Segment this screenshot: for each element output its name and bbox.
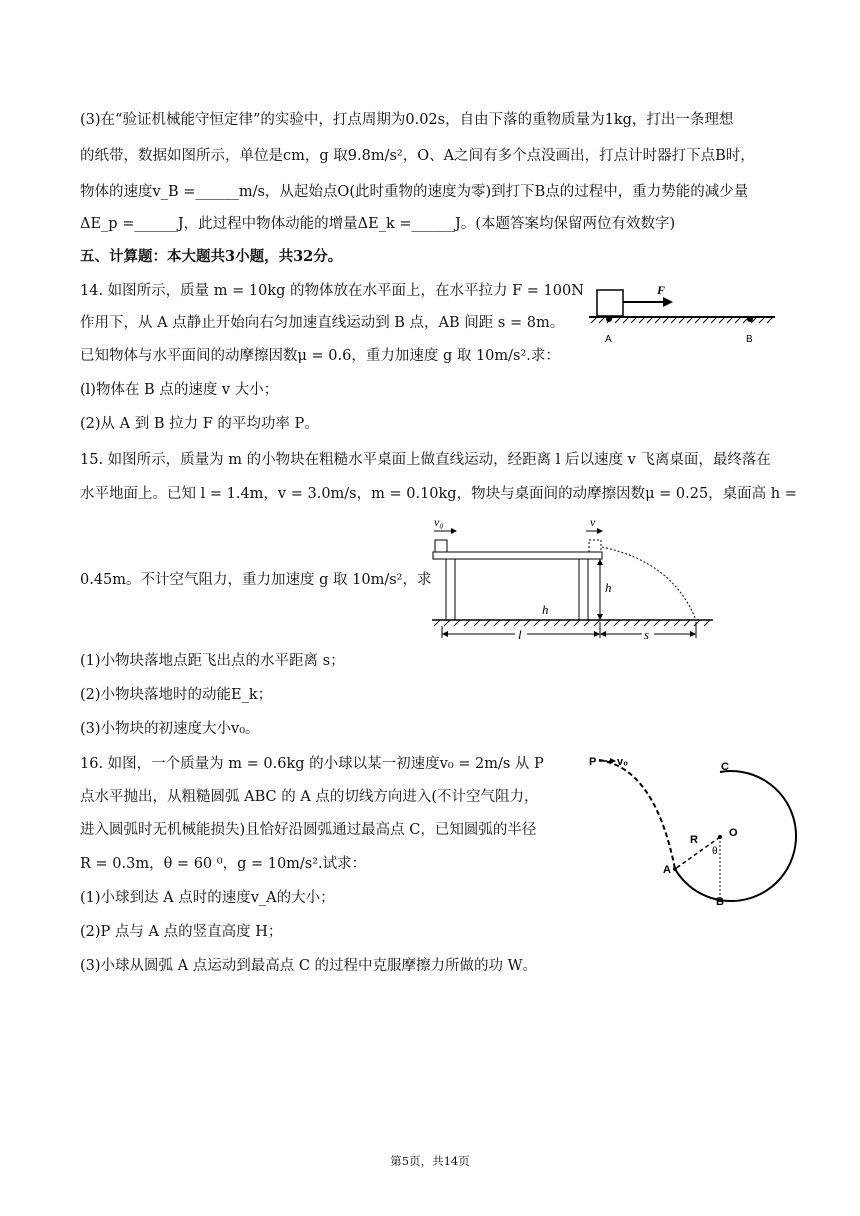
q15-line-5: (2)小物块落地时的动能E_k； bbox=[80, 687, 273, 703]
q16-line-1: 16. 如图，一个质量为 m = 0.6kg 的小球以某一初速度v₀ = 2m/s 从 P bbox=[80, 756, 544, 772]
l-dim-arrow-right bbox=[594, 631, 600, 637]
table-leg-right bbox=[579, 559, 588, 620]
v-label: v bbox=[590, 515, 596, 529]
projectile-path bbox=[599, 760, 675, 869]
trajectory bbox=[602, 547, 696, 620]
q14-line-3: 已知物体与水平面间的动摩擦因数μ = 0.6，重力加速度 g 取 10m/s².求： bbox=[80, 348, 560, 364]
h-dim-arrow-top bbox=[597, 559, 603, 565]
block bbox=[597, 290, 623, 316]
v-arrow-head bbox=[597, 528, 603, 534]
v0-arrow-head bbox=[451, 528, 457, 534]
b-label: B bbox=[716, 896, 724, 908]
q15-line-6: (3)小物块的初速度大小v₀。 bbox=[80, 721, 260, 737]
page-footer: 第5页，共14页 bbox=[390, 1154, 470, 1168]
q15-line-2: 水平地面上。已知 l = 1.4m，v = 3.0m/s，m = 0.10kg，物块与桌面间的动摩擦因数μ = 0.25，桌面高 h = bbox=[80, 486, 797, 502]
h-dim-arrow-bottom bbox=[597, 614, 603, 620]
q16-line-4: R = 0.3m，θ = 60 ⁰，g = 10m/s².试求： bbox=[80, 856, 367, 872]
a-label: A bbox=[663, 864, 671, 876]
q14-figure bbox=[585, 282, 785, 346]
q16-figure bbox=[585, 748, 800, 908]
q16-line-2: 点水平抛出，从粗糙圆弧 ABC 的 A 点的切线方向进入(不计空气阻力， bbox=[80, 789, 539, 805]
v0-label: v₀ bbox=[617, 756, 629, 768]
force-arrow-head bbox=[663, 297, 673, 307]
floor-hatching bbox=[434, 620, 710, 626]
r-label: R bbox=[690, 834, 698, 846]
table-leg-left bbox=[446, 559, 455, 620]
q16-line-6: (2)P 点与 A 点的竖直高度 H； bbox=[80, 924, 283, 940]
q15-figure bbox=[428, 510, 720, 644]
theta-label: θ bbox=[712, 846, 718, 857]
q13-line-2: 的纸带，数据如图所示，单位是cm，g 取9.8m/s²，O、A之间有多个点没画出，打点计时器打下点B时， bbox=[80, 148, 755, 164]
q15-line-3: 0.45m。不计空气阻力，重力加速度 g 取 10m/s²，求 bbox=[80, 572, 432, 588]
v0-label: v₀ bbox=[434, 515, 444, 529]
block-end-dashed bbox=[589, 540, 601, 552]
q14-line-2: 作用下，从 A 点静止开始向右匀加速直线运动到 B 点，AB 间距 s = 8m。 bbox=[80, 315, 565, 331]
table-top bbox=[433, 552, 602, 559]
point-a-dot bbox=[606, 316, 612, 322]
p-label: P bbox=[589, 756, 597, 768]
q16-line-7: (3)小球从圆弧 A 点运动到最高点 C 的过程中克服摩擦力所做的功 W。 bbox=[80, 958, 538, 974]
l-label: l bbox=[518, 627, 522, 642]
q14-line-1: 14. 如图所示，质量 m = 10kg 的物体放在水平面上，在水平拉力 F = 100N bbox=[80, 283, 584, 299]
q13-line-4: ΔE_p =______J，此过程中物体动能的增量ΔE_k =______J。(本题答案均保留两位有效数字) bbox=[80, 216, 676, 232]
h-label-mid: h bbox=[542, 602, 549, 617]
l-dim-arrow-left bbox=[442, 631, 448, 637]
q15-line-4: (1)小物块落地点距飞出点的水平距离 s； bbox=[80, 653, 345, 669]
h-label-side: h bbox=[605, 580, 612, 595]
s-dim-arrow-left bbox=[600, 631, 606, 637]
block-start bbox=[435, 540, 447, 552]
point-a-label: A bbox=[605, 334, 612, 345]
q15-line-1: 15. 如图所示，质量为 m 的小物块在粗糙水平桌面上做直线运动，经距离 l 后以速度 v 飞离桌面，最终落在 bbox=[80, 452, 771, 468]
q16-line-5: (1)小球到达 A 点时的速度v_A的大小； bbox=[80, 890, 335, 906]
o-label: O bbox=[729, 827, 738, 839]
q16-line-3: 进入圆弧时无机械能损失)且恰好沿圆弧通过最高点 C，已知圆弧的半径 bbox=[80, 822, 537, 838]
q14-line-5: (2)从 A 到 B 拉力 F 的平均功率 P。 bbox=[80, 416, 319, 432]
q13-line-1: (3)在“验证机械能守恒定律”的实验中，打点周期为0.02s，自由下落的重物质量为1kg，打出一条理想 bbox=[80, 112, 734, 128]
force-label: F bbox=[657, 283, 666, 297]
q13-line-3: 物体的速度v_B =______m/s，从起始点O(此时重物的速度为零)到打下B点的过程中，重力势能的减少量 bbox=[80, 184, 749, 200]
c-label: C bbox=[721, 761, 729, 773]
s-dim-arrow-right bbox=[690, 631, 696, 637]
point-b-label: B bbox=[746, 334, 753, 345]
section-heading: 五、计算题：本大题共3小题，共32分。 bbox=[80, 248, 343, 265]
q14-line-4: (l)物体在 B 点的速度 v 大小； bbox=[80, 382, 279, 398]
point-b-dot bbox=[747, 316, 753, 322]
s-label: s bbox=[644, 627, 650, 642]
